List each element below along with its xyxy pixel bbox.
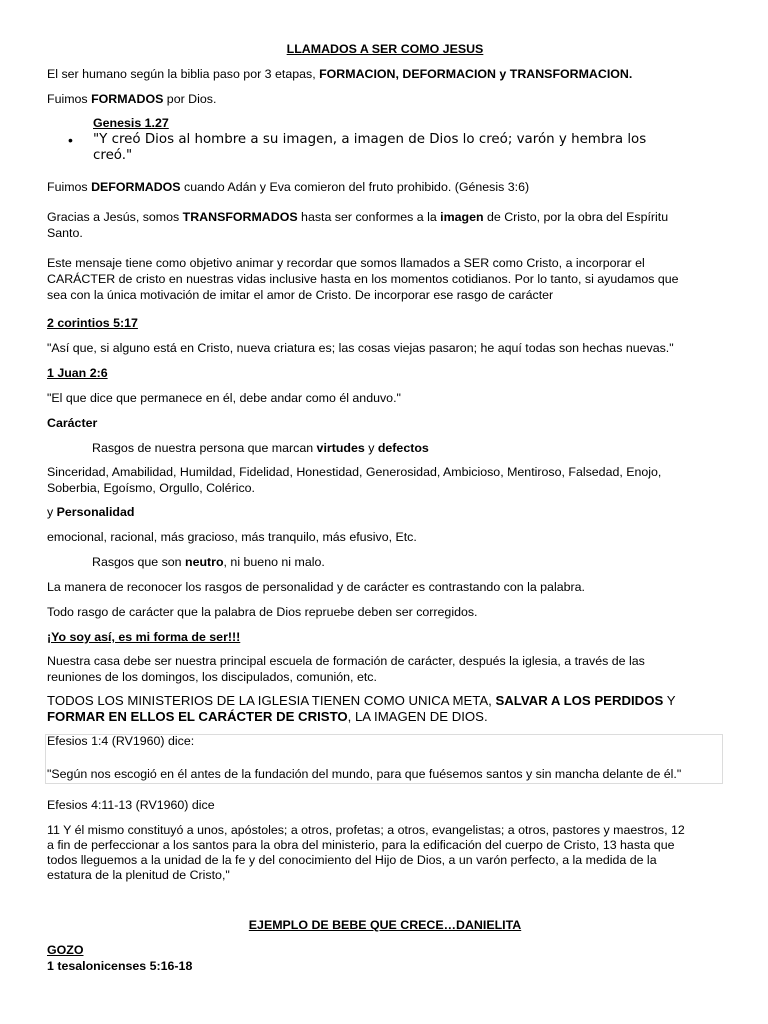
personalidad-rasgos-pre: Rasgos que son: [92, 555, 185, 569]
personalidad-heading-text: Personalidad: [56, 505, 135, 519]
personalidad-list: emocional, racional, más gracioso, más tranquilo, más efusivo, Etc.: [47, 530, 417, 544]
transformed-pre: Gracias a Jesús, somos: [47, 210, 183, 224]
caracter-rasgos-mid: y: [364, 441, 378, 455]
casa-line-1: Nuestra casa debe ser nuestra principal escuela de formación de carácter, después la iglesia, a través de las: [47, 654, 645, 668]
ministerios-mid: Y: [663, 693, 676, 708]
intro-text: El ser humano según la biblia paso por 3 etapas,: [47, 67, 320, 81]
transformed-post: de Cristo, por la obra del Espíritu: [483, 210, 669, 224]
ministerios-bold-1: SALVAR A LOS PERDIDOS: [495, 693, 664, 708]
corintios-ref-text: 2 corintios 5:17: [47, 316, 138, 330]
personalidad-pre: y: [47, 505, 57, 519]
formed-paragraph: [47, 92, 723, 108]
juan-reference: [47, 366, 723, 382]
ministerios-bold-2: FORMAR EN ELLOS EL CARÁCTER DE CRISTO: [47, 709, 348, 724]
deformed-bold: DEFORMADOS: [91, 180, 181, 194]
efesios-1-quote: "Según nos escogió en él antes de la fundación del mundo, para que fuésemos santos y sin mancha delante de él.": [47, 767, 682, 781]
ministerios-post: , LA IMAGEN DE DIOS.: [347, 709, 488, 724]
genesis-reference: [93, 116, 768, 132]
formed-post: por Dios.: [163, 92, 217, 106]
personalidad-heading: [47, 505, 723, 521]
genesis-ref-text: Genesis 1.27: [93, 116, 169, 130]
efesios-4-line-4: estatura de la plenitud de Cristo,": [47, 868, 230, 882]
tesalonicenses-reference: [47, 959, 723, 975]
ejemplo-text: EJEMPLO DE BEBE QUE CRECE…DANIELITA: [248, 918, 522, 932]
genesis-quote-line-2: creó.": [93, 148, 133, 163]
caracter-rasgos: [92, 441, 768, 457]
genesis-quote-line-1: "Y creó Dios al hombre a su imagen, a imagen de Dios lo creó; varón y hembra los: [93, 132, 647, 147]
formed-bold: FORMADOS: [91, 92, 164, 106]
casa-line-2: reuniones de los domingos, los discipulados, comunión, etc.: [47, 670, 377, 684]
deformed-post: cuando Adán y Eva comieron del fruto prohibido. (Génesis 3:6): [180, 180, 530, 194]
yo-soy-text: ¡Yo soy así, es mi forma de ser!!!: [47, 630, 241, 644]
corintios-reference: [47, 316, 723, 332]
message-line-2: CARÁCTER de cristo en nuestras vidas inclusive hasta en los momentos cotidianos. Por lo tanto, si ayudamos que: [47, 272, 679, 286]
juan-ref-text: 1 Juan 2:6: [47, 366, 108, 380]
caracter-list-line-1: Sinceridad, Amabilidad, Humildad, Fidelidad, Honestidad, Generosidad, Ambicioso, Mentiroso, Falsedad, Enojo,: [47, 465, 662, 479]
transformed-bold: TRANSFORMADOS: [182, 210, 298, 224]
efesios-4-reference: Efesios 4:11-13 (RV1960) dice: [47, 798, 215, 812]
personalidad-rasgos-post: , ni bueno ni malo.: [223, 555, 325, 569]
efesios-4-line-3: todos lleguemos a la unidad de la fe y del conocimiento del Hijo de Dios, a un varón perfecto, a la medida de la: [47, 853, 657, 867]
juan-quote: "El que dice que permanece en él, debe andar como él anduvo.": [47, 391, 401, 405]
caracter-heading: [47, 416, 723, 432]
personalidad-neutro: neutro: [185, 555, 224, 569]
intro-bold: FORMACION, DEFORMACION y TRANSFORMACION.: [319, 67, 633, 81]
intro-paragraph: [47, 67, 723, 83]
caracter-virtudes: virtudes: [316, 441, 365, 455]
personalidad-rasgos: [92, 555, 768, 571]
yo-soy-heading: [47, 630, 723, 646]
corintios-quote: "Así que, si alguno está en Cristo, nueva criatura es; las cosas viejas pasaron; he aquí todas son hechas nuevas.": [47, 341, 674, 355]
transformed-mid: hasta ser conformes a la: [297, 210, 441, 224]
efesios-1-reference: Efesios 1:4 (RV1960) dice:: [47, 734, 195, 748]
recognize-paragraph: La manera de reconocer los rasgos de personalidad y de carácter es contrastando con la palabra.: [47, 580, 585, 594]
correct-paragraph: Todo rasgo de carácter que la palabra de Dios repruebe deben ser corregidos.: [47, 605, 478, 619]
efesios-4-line-1: 11 Y él mismo constituyó a unos, apóstoles; a otros, profetas; a otros, evangelistas; a otros, pastores y maestros, 12: [47, 823, 685, 837]
ministerios-line-2: [47, 709, 723, 725]
transformed-bold-imagen: imagen: [440, 210, 484, 224]
message-line-3: sea con la única motivación de imitar el amor de Cristo. De incorporar ese rasgo de carácter: [47, 288, 554, 302]
bullet-icon: •: [68, 132, 73, 148]
transformed-paragraph-line-1: [47, 210, 723, 226]
gozo-heading: [47, 943, 723, 959]
gozo-text: GOZO: [47, 943, 84, 957]
caracter-defectos: defectos: [377, 441, 429, 455]
ejemplo-heading: [47, 918, 723, 934]
efesios-4-line-2: a fin de perfeccionar a los santos para la obra del ministerio, para la edificación del cuerpo de Cristo, 13 hasta que: [47, 838, 675, 852]
caracter-rasgos-pre: Rasgos de nuestra persona que marcan: [92, 441, 317, 455]
caracter-heading-text: Carácter: [47, 416, 98, 430]
message-line-1: Este mensaje tiene como objetivo animar y recordar que somos llamados a SER como Cristo, a incorporar el: [47, 256, 645, 270]
formed-pre: Fuimos: [47, 92, 92, 106]
deformed-paragraph: [47, 180, 723, 196]
ministerios-pre: TODOS LOS MINISTERIOS DE LA IGLESIA TIENEN COMO UNICA META,: [47, 693, 496, 708]
deformed-pre: Fuimos: [47, 180, 92, 194]
caracter-list-line-2: Soberbia, Egoísmo, Orgullo, Colérico.: [47, 481, 255, 495]
document-title: [47, 42, 723, 58]
transformed-paragraph-line-2: Santo.: [47, 226, 83, 240]
tesalonicenses-text: 1 tesalonicenses 5:16-18: [47, 959, 193, 973]
ministerios-line-1: [47, 693, 723, 709]
title-text: LLAMADOS A SER COMO JESUS: [286, 42, 484, 56]
